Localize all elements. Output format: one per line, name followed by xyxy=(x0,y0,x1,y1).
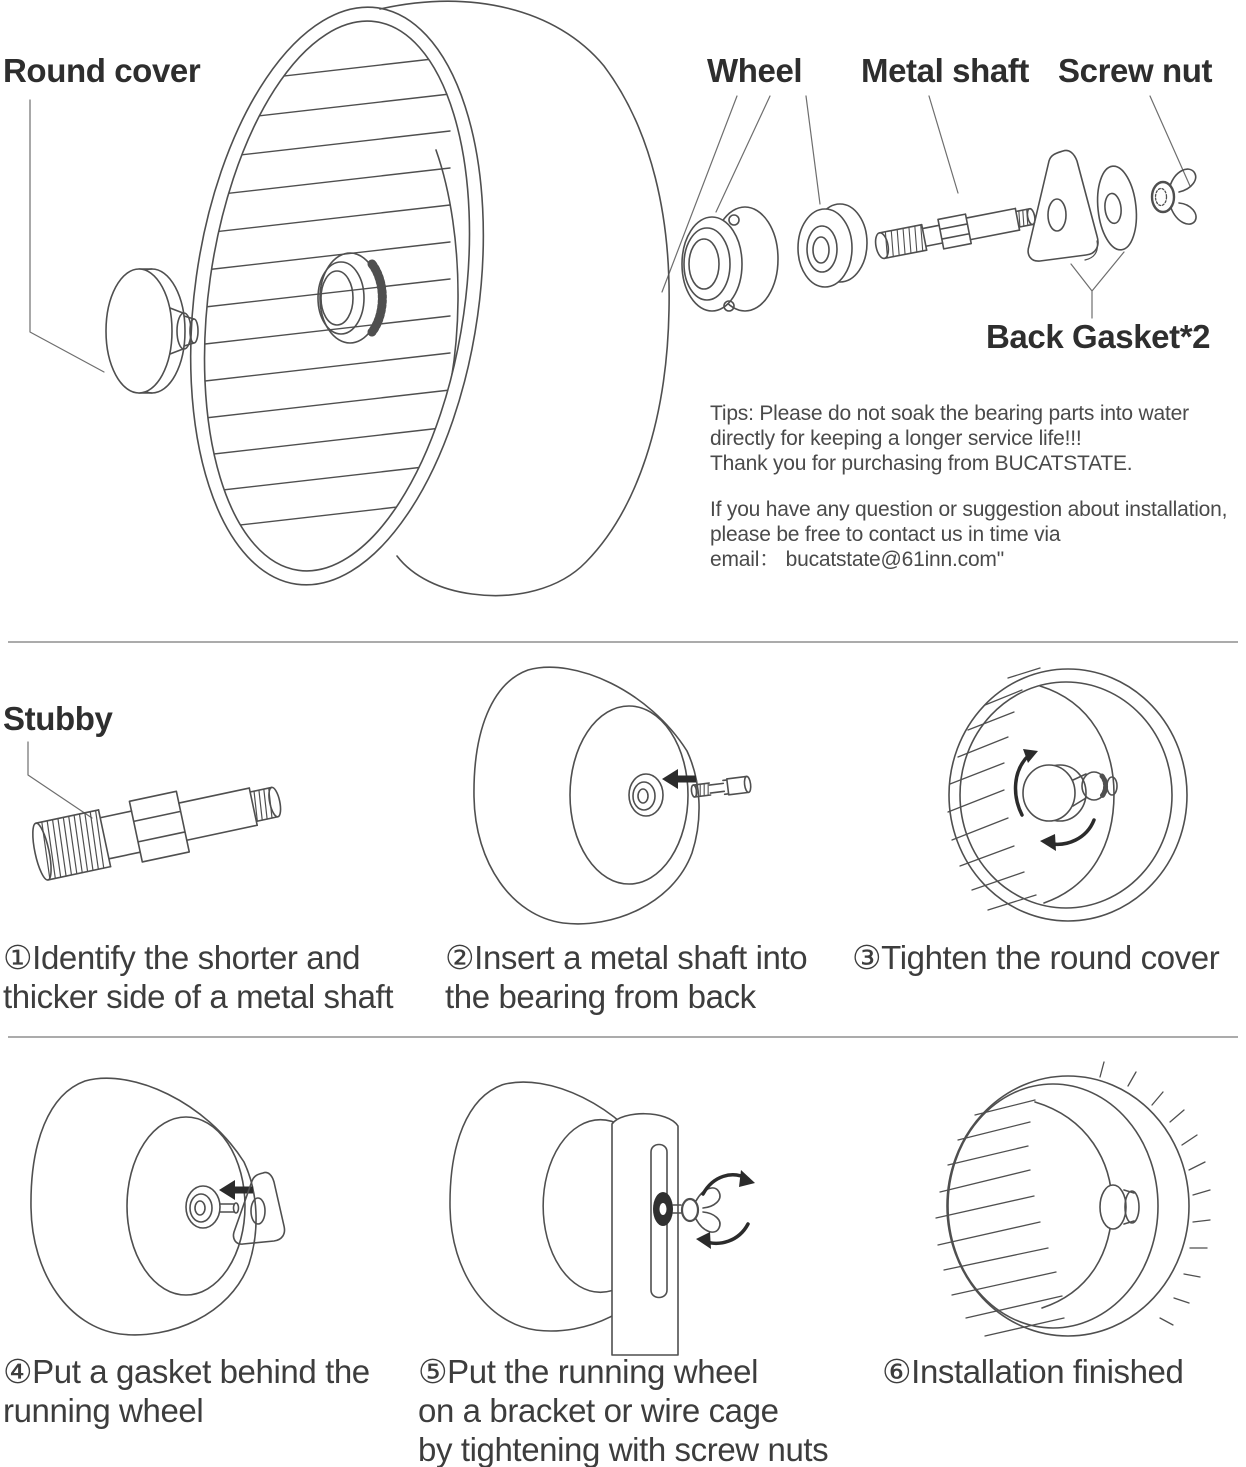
caption-line: on a bracket or wire cage xyxy=(418,1392,779,1429)
step-6-drawing xyxy=(936,1062,1210,1336)
caption-line: ④Put a gasket behind the xyxy=(3,1353,370,1390)
tips-paragraph-contact xyxy=(710,497,1227,572)
insert-arrow-icon xyxy=(662,769,696,789)
rotate-arrows-icon xyxy=(696,1170,755,1249)
metal-shaft-label: Metal shaft xyxy=(861,52,1029,89)
round-cover-label: Round cover xyxy=(3,52,201,89)
step-2-caption xyxy=(445,938,807,1016)
tips-line: Thank you for purchasing from BUCATSTATE. xyxy=(710,452,1133,475)
caption-line: ②Insert a metal shaft into xyxy=(445,939,808,976)
step-4-caption xyxy=(3,1352,370,1430)
wheel-hub-part-drawing xyxy=(682,207,778,311)
step-1-drawing xyxy=(28,742,286,883)
bracket-drawing xyxy=(612,1114,678,1355)
tips-line: please be free to contact us in time via xyxy=(710,523,1061,546)
tips-line: Tips: Please do not soak the bearing parts into water xyxy=(710,402,1189,425)
stubby-leader-line xyxy=(28,742,92,818)
wheel-label: Wheel xyxy=(707,52,803,89)
tips-text xyxy=(710,401,1227,572)
step-1-caption xyxy=(3,938,393,1016)
caption-line: ⑤Put the running wheel xyxy=(418,1353,759,1390)
screw-nut-label: Screw nut xyxy=(1058,52,1213,89)
tips-line: If you have any question or suggestion about installation, xyxy=(710,498,1228,521)
wheel-hub-drawing xyxy=(318,253,382,343)
tips-line: directly for keeping a longer service life!!! xyxy=(710,427,1082,450)
step-5-drawing xyxy=(450,1082,755,1355)
caption-line: thicker side of a metal shaft xyxy=(3,978,394,1015)
insert-arrow-icon xyxy=(219,1180,253,1200)
caption-line: by tightening with screw nuts xyxy=(418,1431,829,1467)
back-gasket-label: Back Gasket*2 xyxy=(986,318,1211,355)
step-2-drawing xyxy=(474,667,752,924)
caption-line: ③Tighten the round cover xyxy=(852,939,1220,976)
wheel-drum-drawing xyxy=(156,0,669,604)
step-3-drawing xyxy=(948,668,1187,921)
back-gasket-washer-drawing xyxy=(1094,164,1141,252)
contact-email-line: email： bucatstate@61inn.com" xyxy=(710,548,1004,571)
caption-line: running wheel xyxy=(3,1392,204,1429)
stubby-label: Stubby xyxy=(3,700,113,737)
step-3-caption xyxy=(852,938,1219,977)
tips-paragraph-care xyxy=(710,401,1227,476)
caption-line: ①Identify the shorter and xyxy=(3,939,361,976)
metal-shaft-drawing xyxy=(873,201,1037,261)
back-gasket-triangle-drawing xyxy=(1028,150,1098,261)
caption-line: ⑥Installation finished xyxy=(882,1353,1184,1390)
screw-nut-drawing xyxy=(1152,169,1196,224)
step-4-drawing xyxy=(31,1078,285,1335)
step-5-caption xyxy=(418,1352,828,1467)
wing-nut-drawing xyxy=(682,1188,720,1232)
gasket-drawing xyxy=(233,1172,284,1244)
step-6-caption xyxy=(882,1352,1183,1391)
round-cover-drawing xyxy=(106,269,198,393)
caption-line: the bearing from back xyxy=(445,978,756,1015)
bearing-drawing xyxy=(798,204,867,287)
